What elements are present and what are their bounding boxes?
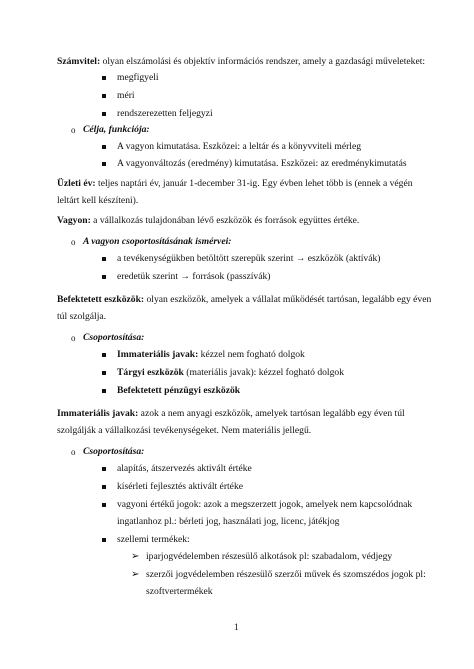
list-item-text: (materiális javak): kézzel fogható dolgok xyxy=(183,367,344,378)
list-item: A vagyon kimutatása. Eszközei: a leltár és a könyvviteli mérleg xyxy=(117,141,362,152)
list-item: rendszerezetten feljegyzi xyxy=(117,108,213,119)
list-item-continuation: ingatlanhoz pl.: bérleti jog, használati jog, licenc, játékjog xyxy=(117,516,340,527)
arrow-bullet-icon: ➢ xyxy=(131,551,140,562)
befektetett-line1: olyan eszközök, amelyek a vállalat működését tartósan, legalább egy éven xyxy=(144,294,432,305)
list-item xyxy=(117,349,305,361)
uzleti-ev-paragraph xyxy=(57,178,413,190)
befektetett-line2: túl szolgálja. xyxy=(57,311,107,322)
list-item xyxy=(117,367,344,379)
vagyon-text: a vállalkozás tulajdonában lévő eszközök és források együttes értéke. xyxy=(90,215,360,226)
szamvitel-text: olyan elszámolási és objektív információs rendszer, amely a gazdasági műveleteket: xyxy=(100,56,426,67)
list-item-bold: Tárgyi eszközök xyxy=(117,367,184,378)
befektetett-paragraph xyxy=(57,294,431,306)
szamvitel-term: Számvitel: xyxy=(57,56,101,67)
uzleti-ev-line2: leltárt kell készíteni). xyxy=(57,195,139,206)
square-bullet-icon xyxy=(102,257,106,261)
page-number: 1 xyxy=(234,622,239,633)
square-bullet-icon xyxy=(102,76,106,80)
square-bullet-icon xyxy=(102,353,106,357)
square-bullet-icon xyxy=(102,162,106,166)
square-bullet-icon xyxy=(102,503,106,507)
list-item: szellemi termékek: xyxy=(117,534,190,545)
square-bullet-icon xyxy=(102,94,106,98)
celja-heading: Célja, funkciója: xyxy=(83,124,150,135)
list-item-bold: Befektetett pénzügyi eszközök xyxy=(117,385,241,396)
list-item: eredetük szerint → források (passzívák) xyxy=(117,271,271,282)
list-item: vagyoni értékű jogok: azok a megszerzett jogok, amelyek nem kapcsolódnak xyxy=(117,499,413,510)
vagyon-term: Vagyon: xyxy=(57,215,91,226)
list-item-bold: Immateriális javak: xyxy=(117,349,199,360)
list-item xyxy=(117,385,240,397)
square-bullet-icon xyxy=(102,538,106,542)
immaterialis-heading: Csoportosítása: xyxy=(83,446,145,457)
immaterialis-line1: azok a nem anyagi eszközök, amelyek tartósan legalább egy éven túl xyxy=(138,408,405,419)
uzleti-ev-term: Üzleti év: xyxy=(57,178,96,189)
list-item: méri xyxy=(117,90,135,101)
square-bullet-icon xyxy=(102,145,106,149)
circle-bullet-icon: o xyxy=(71,237,76,247)
list-item: megfigyeli xyxy=(117,72,159,83)
circle-bullet-icon: o xyxy=(71,447,76,457)
immaterialis-paragraph xyxy=(57,408,405,420)
uzleti-ev-line1: teljes naptári év, január 1-december 31-ig. Egy évben lehet több is (ennek a végén xyxy=(95,178,413,189)
list-item: iparjogvédelemben részesülő alkotások pl: szabadalom, védjegy xyxy=(146,551,393,562)
circle-bullet-icon: o xyxy=(71,333,76,343)
immaterialis-line2: szolgálják a vállalkozási tevékenységeket. Nem materiális jellegű. xyxy=(57,425,312,436)
befektetett-term: Befektetett eszközök: xyxy=(57,294,145,305)
arrow-bullet-icon: ➢ xyxy=(131,569,140,580)
list-item: kísérleti fejlesztés aktivált értéke xyxy=(117,481,243,492)
square-bullet-icon xyxy=(102,371,106,375)
list-item: alapítás, átszervezés aktivált értéke xyxy=(117,463,252,474)
square-bullet-icon xyxy=(102,112,106,116)
list-item-text: kézzel nem fogható dolgok xyxy=(198,349,305,360)
list-item: a tevékenységükben betöltött szerepük szerint → eszközök (aktívák) xyxy=(117,253,381,264)
square-bullet-icon xyxy=(102,389,106,393)
vagyon-paragraph xyxy=(57,215,359,227)
befektetett-heading: Csoportosítása: xyxy=(83,332,145,343)
square-bullet-icon xyxy=(102,467,106,471)
square-bullet-icon xyxy=(102,485,106,489)
list-item: szerzői jogvédelemben részesülő szerzői művek és szomszédos jogok pl: xyxy=(146,569,426,580)
vagyon-heading: A vagyon csoportosításának ismérvei: xyxy=(83,236,232,247)
list-item: A vagyonváltozás (eredmény) kimutatása. Eszközei: az eredménykimutatás xyxy=(117,158,407,169)
list-item-continuation: szoftvertermékek xyxy=(146,586,213,597)
circle-bullet-icon: o xyxy=(71,125,76,135)
square-bullet-icon xyxy=(102,275,106,279)
szamvitel-paragraph xyxy=(57,56,425,68)
immaterialis-term: Immateriális javak: xyxy=(57,408,139,419)
